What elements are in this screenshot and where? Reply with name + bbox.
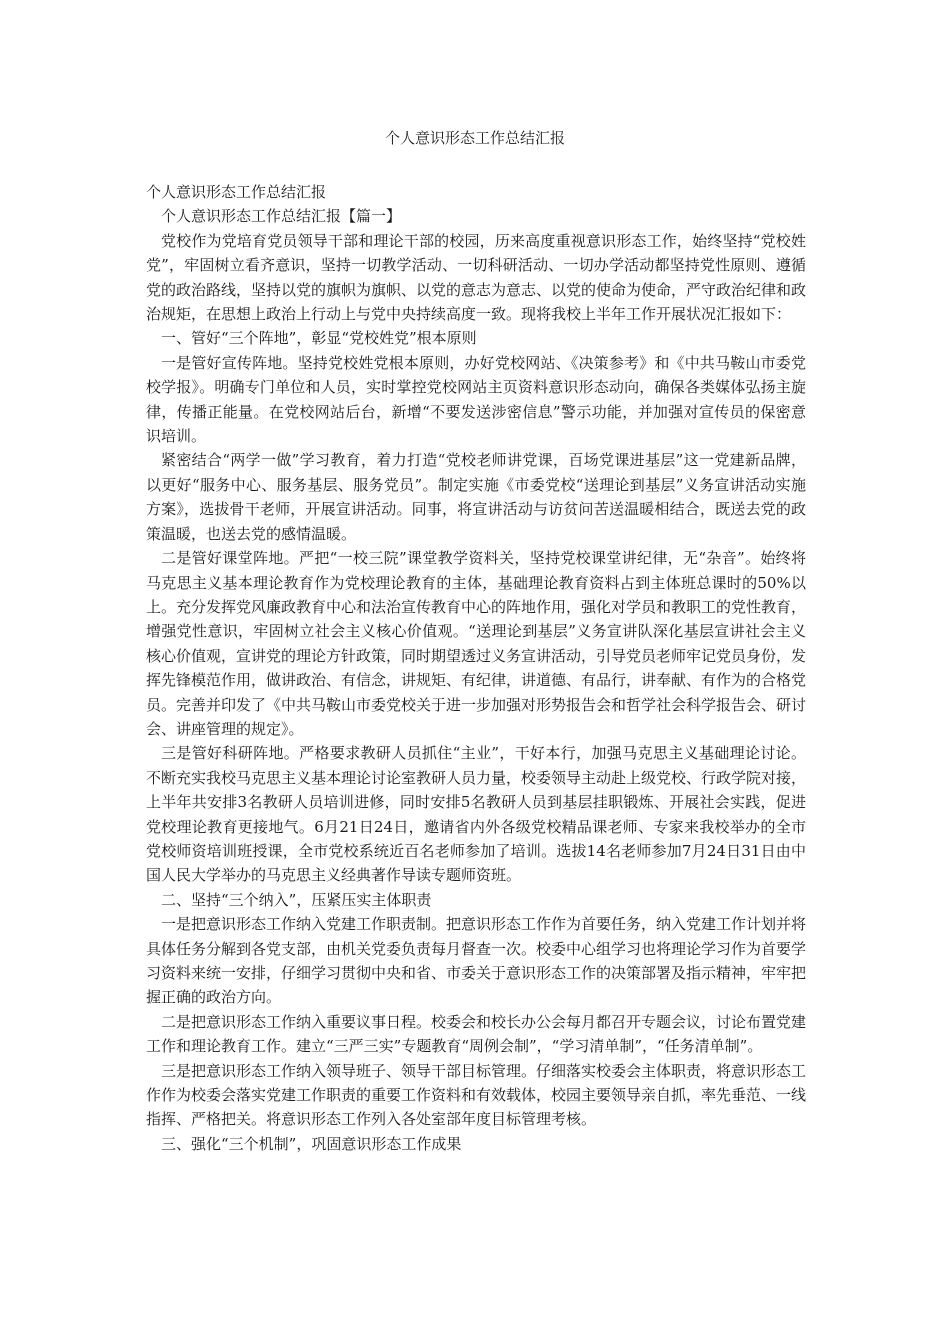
paragraph: 一是管好宣传阵地。坚持党校姓党根本原则，办好党校网站、《决策参考》和《中共马鞍山市委党校学报》。明确专门单位和人员，实时掌控党校网站主页资料意识形态动向，确保各类媒体弘扬主旋律，传播正能量。在党校网站后台，新增“不要发送涉密信息”警示功能，并加强对宣传员的保密意识培训。 [146,353,806,446]
document-title: 个人意识形态工作总结汇报 [384,129,565,147]
paragraph: 二是管好课堂阵地。严把“一校三院”课堂教学资料关，坚持党校课堂讲纪律，无“杂音”。始终将马克思主义基本理论教育作为党校理论教育的主体，基础理论教育资料占到主体班总课时的50%以上。充分发挥党风廉政教育中心和法治宣传教育中心的阵地作用，强化对学员和教职工的党性教育，增强党性意识，牢固树立社会主义核心价值观。“送理论到基层”义务宣讲队深化基层宣讲社会主义核心价值观，宣讲党的理论方针政策，同时期望透过义务宣讲活动，引导党员老师牢记党员身份，发挥先锋模范作用，做讲政治、有信念，讲规矩、有纪律，讲道德、有品行，讲奉献、有作为的合格党员。完善并印发了《中共马鞍山市委党校关于进一步加强对形势报告会和哲学社会科学报告会、研讨会、讲座管理的规定》。 [146,549,807,738]
paragraph-heading: 个人意识形态工作总结汇报 [146,183,327,201]
paragraph: 紧密结合“两学一做”学习教育，着力打造“党校老师讲党课，百场党课进基层”这一党建新品牌，以更好“服务中心、服务基层、服务党员”。制定实施《市委党校“送理论到基层”义务宣讲活动实施方案》，选拔骨干老师，开展宣讲活动。同事，将宣讲活动与访贫问苦送温暖相结合，既送去党的政策温暖，也送去党的感情温暖。 [146,451,806,543]
section-heading-2: 二、坚持“三个纳入”，压紧压实主体职责 [161,890,432,909]
paragraph: 二是把意识形态工作纳入重要议事日程。校委会和校长办公会每月都召开专题会议，讨论布置党建工作和理论教育工作。建立“三严三实”专题教育“周例会制”，“学习清单制”，“任务清单制”。 [146,1012,807,1056]
paragraph: 三是管好科研阵地。严格要求教研人员抓住“主业”，干好本行，加强马克思主义基础理论讨论。不断充实我校马克思主义基本理论讨论室教研人员力量，校委领导主动赴上级党校、行政学院对接，上半年共安排3名教研人员培训进修，同时安排5名教研人员到基层挂职锻炼、开展社会实践，促进党校理论教育更接地气。6月21日24日，邀请省内外各级党校精品课老师、专家来我校举办的全市党校师资培训班授课，全市党校系统近百名老师参加了培训。选拔14名老师参加7月24日31日由中国人民大学举办的马克思主义经典著作导读专题师资班。 [146,744,807,885]
document-body [146,180,806,1156]
section-heading-3: 三、强化“三个机制”，巩固意识形态工作成果 [161,1134,462,1153]
paragraph-intro: 党校作为党培育党员领导干部和理论干部的校园，历来高度重视意识形态工作，始终坚持“党校姓党”，牢固树立看齐意识，坚持一切教学活动、一切科研活动、一切办学活动都坚持党性原则、遵循党的政治路线，坚持以党的旗帜为旗帜、以党的意志为意志、以党的使命为使命，严守政治纪律和政治规矩，在思想上政治上行动上与党中央持续高度一致。现将我校上半年工作开展状况汇报如下： [146,231,807,324]
section-heading-1: 一、管好“三个阵地”，彰显“党校姓党”根本原则 [161,329,477,348]
paragraph: 三是把意识形态工作纳入领导班子、领导干部目标管理。仔细落实校委会主体职责，将意识形态工作作为校委会落实党建工作职责的重要工作资料和有效载体，校园主要领导亲自抓，率先垂范、一线指挥、严格把关。将意识形态工作列入各处室部年度目标管理考核。 [146,1061,807,1129]
paragraph-subheading: 个人意识形态工作总结汇报【篇一】 [161,207,402,226]
paragraph: 一是把意识形态工作纳入党建工作职责制。把意识形态工作作为首要任务，纳入党建工作计划并将具体任务分解到各党支部，由机关党委负责每月督查一次。校委中心组学习也将理论学习作为首要学习资料来统一安排，仔细学习贯彻中央和省、市委关于意识形态工作的决策部署及指示精神，牢牢把握正确的政治方向。 [146,915,807,1007]
